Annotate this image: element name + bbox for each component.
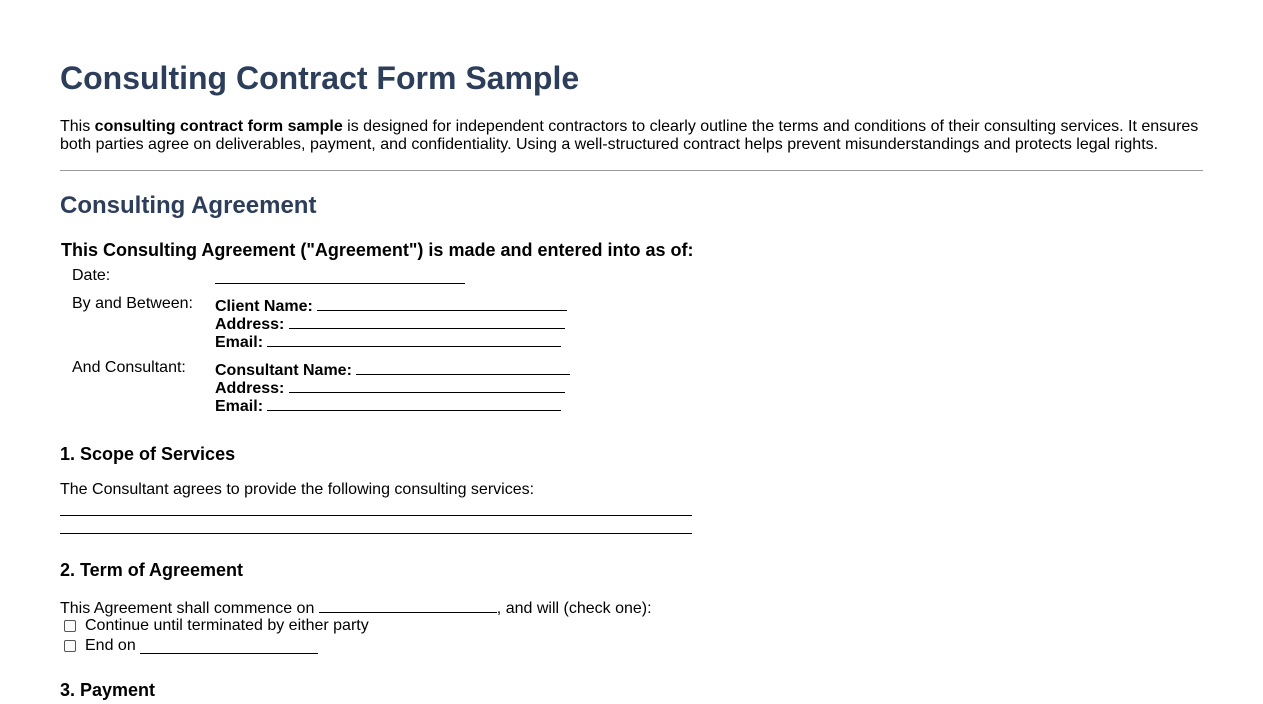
end-checkbox[interactable] <box>64 640 76 652</box>
option-continue-label: Continue until terminated by either party <box>85 617 369 634</box>
consultant-name-label: Consultant Name: <box>215 362 352 379</box>
consultant-email-row <box>215 395 561 416</box>
consultant-address-label: Address: <box>215 380 285 397</box>
option-end-label: End on <box>85 637 136 654</box>
term-heading: 2. Term of Agreement <box>60 560 244 580</box>
term-text-after: , and will (check one): <box>496 600 652 617</box>
consultant-email-field[interactable] <box>267 395 561 411</box>
term-text-before: This Agreement shall commence on <box>60 600 319 617</box>
scope-line-1[interactable] <box>60 515 692 516</box>
scope-line-2[interactable] <box>60 533 692 534</box>
client-email-row <box>215 331 561 352</box>
scope-heading: 1. Scope of Services <box>60 444 236 464</box>
consultant-label: And Consultant: <box>72 359 186 376</box>
payment-heading: 3. Payment <box>60 680 156 700</box>
consultant-address-field[interactable] <box>289 377 565 393</box>
consultant-name-field[interactable] <box>356 359 570 375</box>
intro-prefix: This <box>60 118 95 135</box>
agreement-heading: Consulting Agreement <box>60 192 317 219</box>
section-divider <box>60 170 1203 171</box>
client-email-field[interactable] <box>267 331 561 347</box>
continue-checkbox[interactable] <box>64 620 76 632</box>
consultant-email-label: Email: <box>215 398 264 415</box>
date-field[interactable] <box>215 267 465 284</box>
date-label: Date: <box>72 267 111 284</box>
client-label: By and Between: <box>72 295 193 312</box>
option-continue-row[interactable] <box>64 617 369 635</box>
intro-paragraph <box>60 118 1203 154</box>
client-address-field[interactable] <box>289 313 565 329</box>
term-commence-row <box>60 597 652 618</box>
intro-bold-phrase: consulting contract form sample <box>94 118 343 135</box>
agreement-made-line: This Consulting Agreement ("Agreement") is made and entered into as of: <box>61 240 694 260</box>
scope-text: The Consultant agrees to provide the following consulting services: <box>60 481 535 498</box>
intro-rest: is designed for independent contractors to clearly outline the terms and conditions of their consulting services. It ensures both parties agree on deliverables, payment, and confidentiality. Using a well-structured contract helps prevent misunderstandings and protects legal rights. <box>60 118 1199 153</box>
end-date-field[interactable] <box>140 638 318 654</box>
option-end-row[interactable] <box>64 637 318 655</box>
page-title: Consulting Contract Form Sample <box>60 60 580 96</box>
client-address-label: Address: <box>215 316 285 333</box>
commence-date-field[interactable] <box>319 597 497 613</box>
client-name-label: Client Name: <box>215 298 313 315</box>
client-email-label: Email: <box>215 334 264 351</box>
client-name-field[interactable] <box>317 295 567 311</box>
